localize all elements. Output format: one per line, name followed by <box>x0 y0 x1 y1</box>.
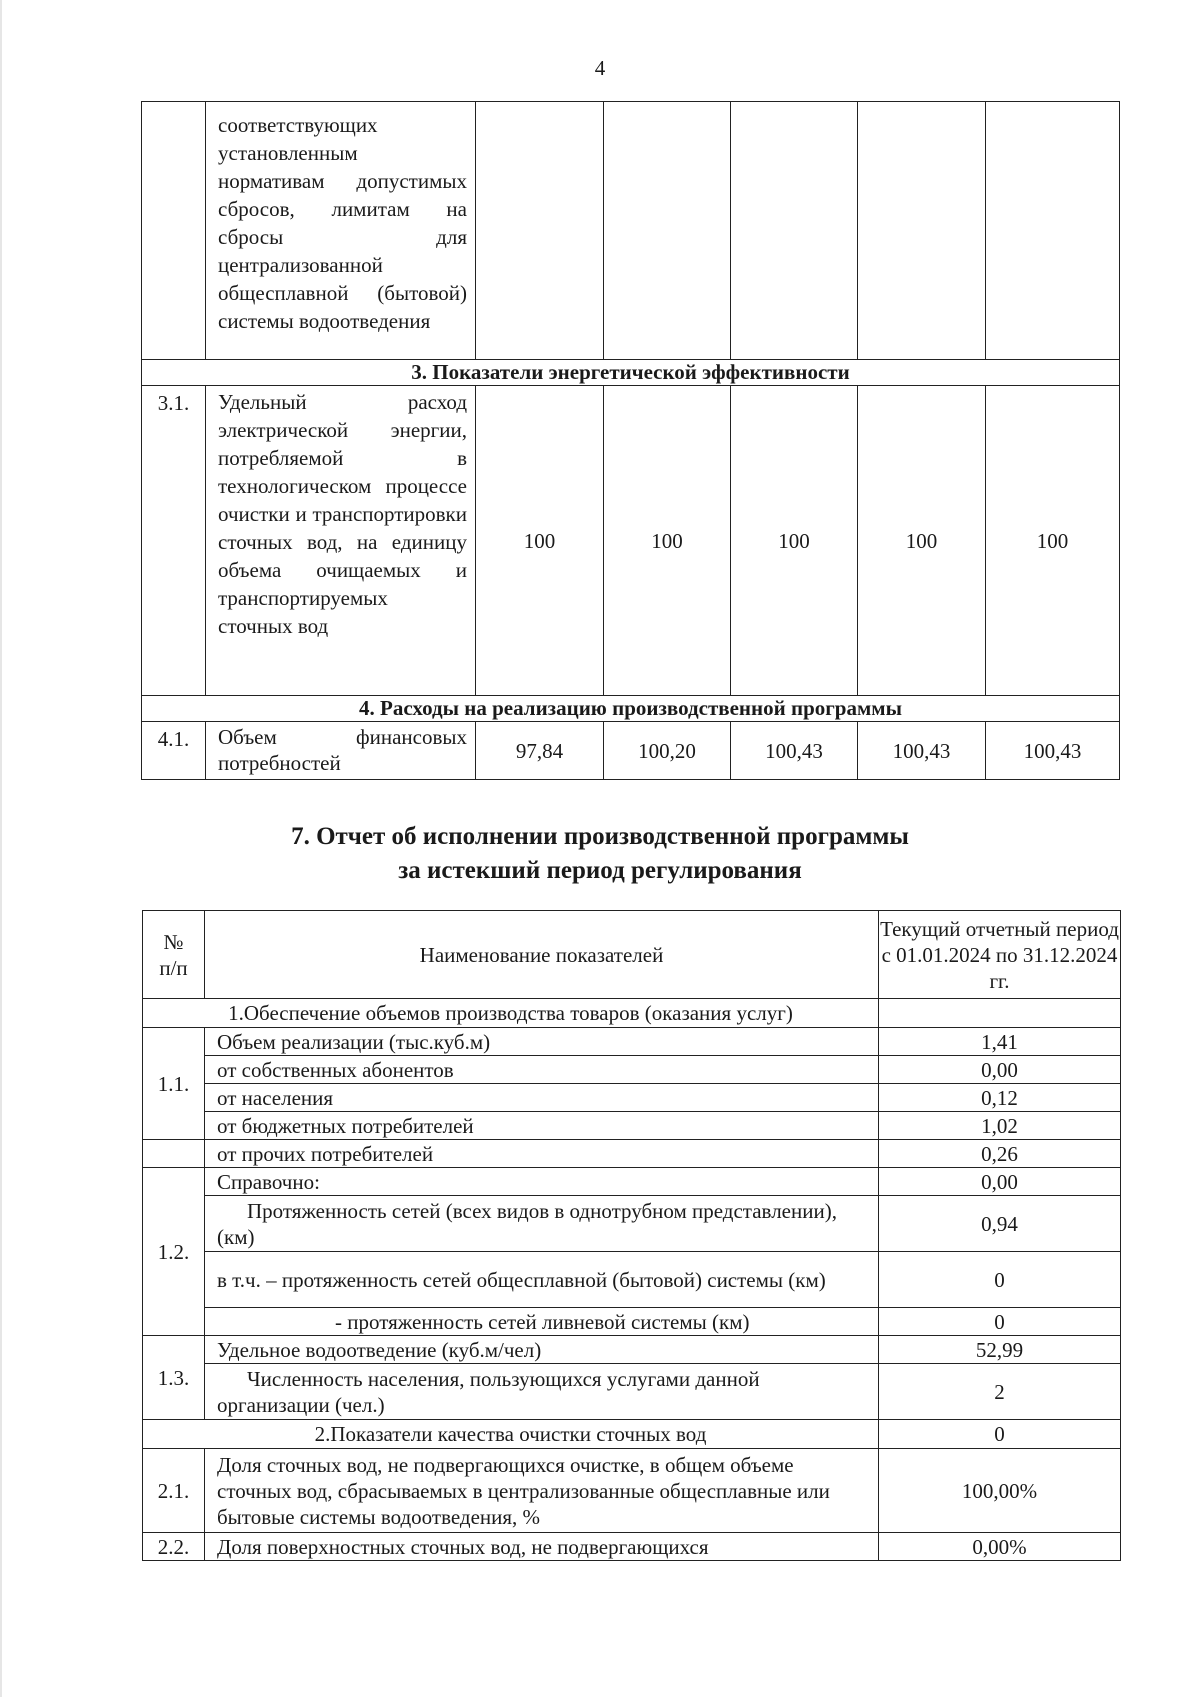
value-3: 100 <box>731 386 858 696</box>
section-3-title: 3. Показатели энергетической эффективности <box>142 360 1120 386</box>
value-2: 100,20 <box>604 722 731 780</box>
program-execution-report-table <box>142 910 1121 1561</box>
value-5: 100,43 <box>986 722 1120 780</box>
indicator-value: 0,00 <box>879 1056 1121 1084</box>
production-program-table-continued <box>141 101 1120 780</box>
section-1-row <box>143 999 1121 1028</box>
value-cell <box>986 102 1120 360</box>
section-4-row <box>142 696 1120 722</box>
value-4: 100,43 <box>858 722 986 780</box>
table-row <box>143 1112 1121 1140</box>
header-period: Текущий отчетный период с 01.01.2024 по 31.12.2024 гг. <box>879 911 1121 999</box>
value-5: 100 <box>986 386 1120 696</box>
indicator-name <box>205 1364 879 1420</box>
value-4: 100 <box>858 386 986 696</box>
row-2-1 <box>143 1449 1121 1533</box>
indicator-name: Объем реализации (тыс.куб.м) <box>205 1028 879 1056</box>
row-number: 3.1. <box>142 386 206 696</box>
indicator-name <box>205 1196 879 1252</box>
table-row <box>143 1336 1121 1364</box>
indicator-value: 0 <box>879 1252 1121 1308</box>
row-number: 4.1. <box>142 722 206 780</box>
table-row <box>143 1196 1121 1252</box>
value-3: 100,43 <box>731 722 858 780</box>
row-number: 1.1. <box>143 1028 205 1140</box>
page-number: 4 <box>594 56 606 80</box>
row-3-1 <box>142 386 1120 696</box>
indicator-name: от бюджетных потребителей <box>205 1112 879 1140</box>
indicator-value: 1,02 <box>879 1112 1121 1140</box>
section-4-title: 4. Расходы на реализацию производственной программы <box>142 696 1120 722</box>
table-row <box>142 102 1120 360</box>
heading-line-1: 7. Отчет об исполнении производственной программы <box>291 823 909 850</box>
header-name: Наименование показателей <box>205 911 879 999</box>
section-7-heading <box>0 820 1200 888</box>
table-row <box>143 1168 1121 1196</box>
value-1: 100 <box>476 386 604 696</box>
heading-line-2: за истекший период регулирования <box>398 857 802 884</box>
indicator-name-text: Протяженность сетей (всех видов в однотрубном представлении), (км) <box>217 1198 837 1249</box>
indicator-value: 0 <box>879 1308 1121 1336</box>
row-2-2 <box>143 1533 1121 1561</box>
row-number-cell <box>142 102 206 360</box>
section-2-value: 0 <box>879 1420 1121 1449</box>
indicator-value: 52,99 <box>879 1336 1121 1364</box>
value-cell <box>476 102 604 360</box>
header-number: № п/п <box>143 911 205 999</box>
table-row <box>143 1140 1121 1168</box>
indicator-name: от собственных абонентов <box>205 1056 879 1084</box>
indicator-value: 1,41 <box>879 1028 1121 1056</box>
continuation-text: соответствующих установленным нормативам допустимых сбросов, лимитам на сбросы для централизованной общесплавной (бытовой) системы водоотведения <box>206 102 476 360</box>
indicator-value: 0,12 <box>879 1084 1121 1112</box>
row-number: 2.2. <box>143 1533 205 1561</box>
value-1: 97,84 <box>476 722 604 780</box>
indicator-name: Объем финансовых потребностей <box>206 722 476 780</box>
indicator-name: Удельное водоотведение (куб.м/чел) <box>205 1336 879 1364</box>
indicator-name: от прочих потребителей <box>205 1140 879 1168</box>
table-row <box>143 1308 1121 1336</box>
row-number: 2.1. <box>143 1449 205 1533</box>
indicator-name: - протяженность сетей ливневой системы (км) <box>205 1308 879 1336</box>
value-2: 100 <box>604 386 731 696</box>
indicator-value: 2 <box>879 1364 1121 1420</box>
indicator-value: 100,00% <box>879 1449 1121 1533</box>
row-number: 1.3. <box>143 1336 205 1420</box>
section-1-title: 1.Обеспечение объемов производства товаров (оказания услуг) <box>143 999 879 1028</box>
indicator-name: Удельный расход электрической энергии, потребляемой в технологическом процессе очистки и транспортировки сточных вод, на единицу объема очищаемых и транспортируемых сточных вод <box>206 386 476 696</box>
value-cell <box>879 999 1121 1028</box>
table-row <box>143 1252 1121 1308</box>
row-number: 1.2. <box>143 1168 205 1336</box>
section-3-row <box>142 360 1120 386</box>
section-2-row <box>143 1420 1121 1449</box>
indicator-name: Доля сточных вод, не подвергающихся очистке, в общем объеме сточных вод, сбрасываемых в централизованные общесплавные или бытовые системы водоотведения, % <box>205 1449 879 1533</box>
indicator-name-text: Численность населения, пользующихся услугами данной организации (чел.) <box>217 1366 760 1417</box>
indicator-value: 0,26 <box>879 1140 1121 1168</box>
indicator-name: Справочно: <box>205 1168 879 1196</box>
section-2-title: 2.Показатели качества очистки сточных вод <box>143 1420 879 1449</box>
value-cell <box>731 102 858 360</box>
indicator-name: от населения <box>205 1084 879 1112</box>
value-cell <box>858 102 986 360</box>
table-row <box>143 1028 1121 1056</box>
indicator-value: 0,00 <box>879 1168 1121 1196</box>
header-row <box>143 911 1121 999</box>
table-row <box>143 1056 1121 1084</box>
row-4-1 <box>142 722 1120 780</box>
indicator-name: Доля поверхностных сточных вод, не подвергающихся <box>205 1533 879 1561</box>
table-row <box>143 1364 1121 1420</box>
row-number-cell <box>143 1140 205 1168</box>
indicator-value: 0,00% <box>879 1533 1121 1561</box>
value-cell <box>604 102 731 360</box>
indicator-name: в т.ч. – протяженность сетей общесплавной (бытовой) системы (км) <box>205 1252 879 1308</box>
indicator-value: 0,94 <box>879 1196 1121 1252</box>
table-row <box>143 1084 1121 1112</box>
